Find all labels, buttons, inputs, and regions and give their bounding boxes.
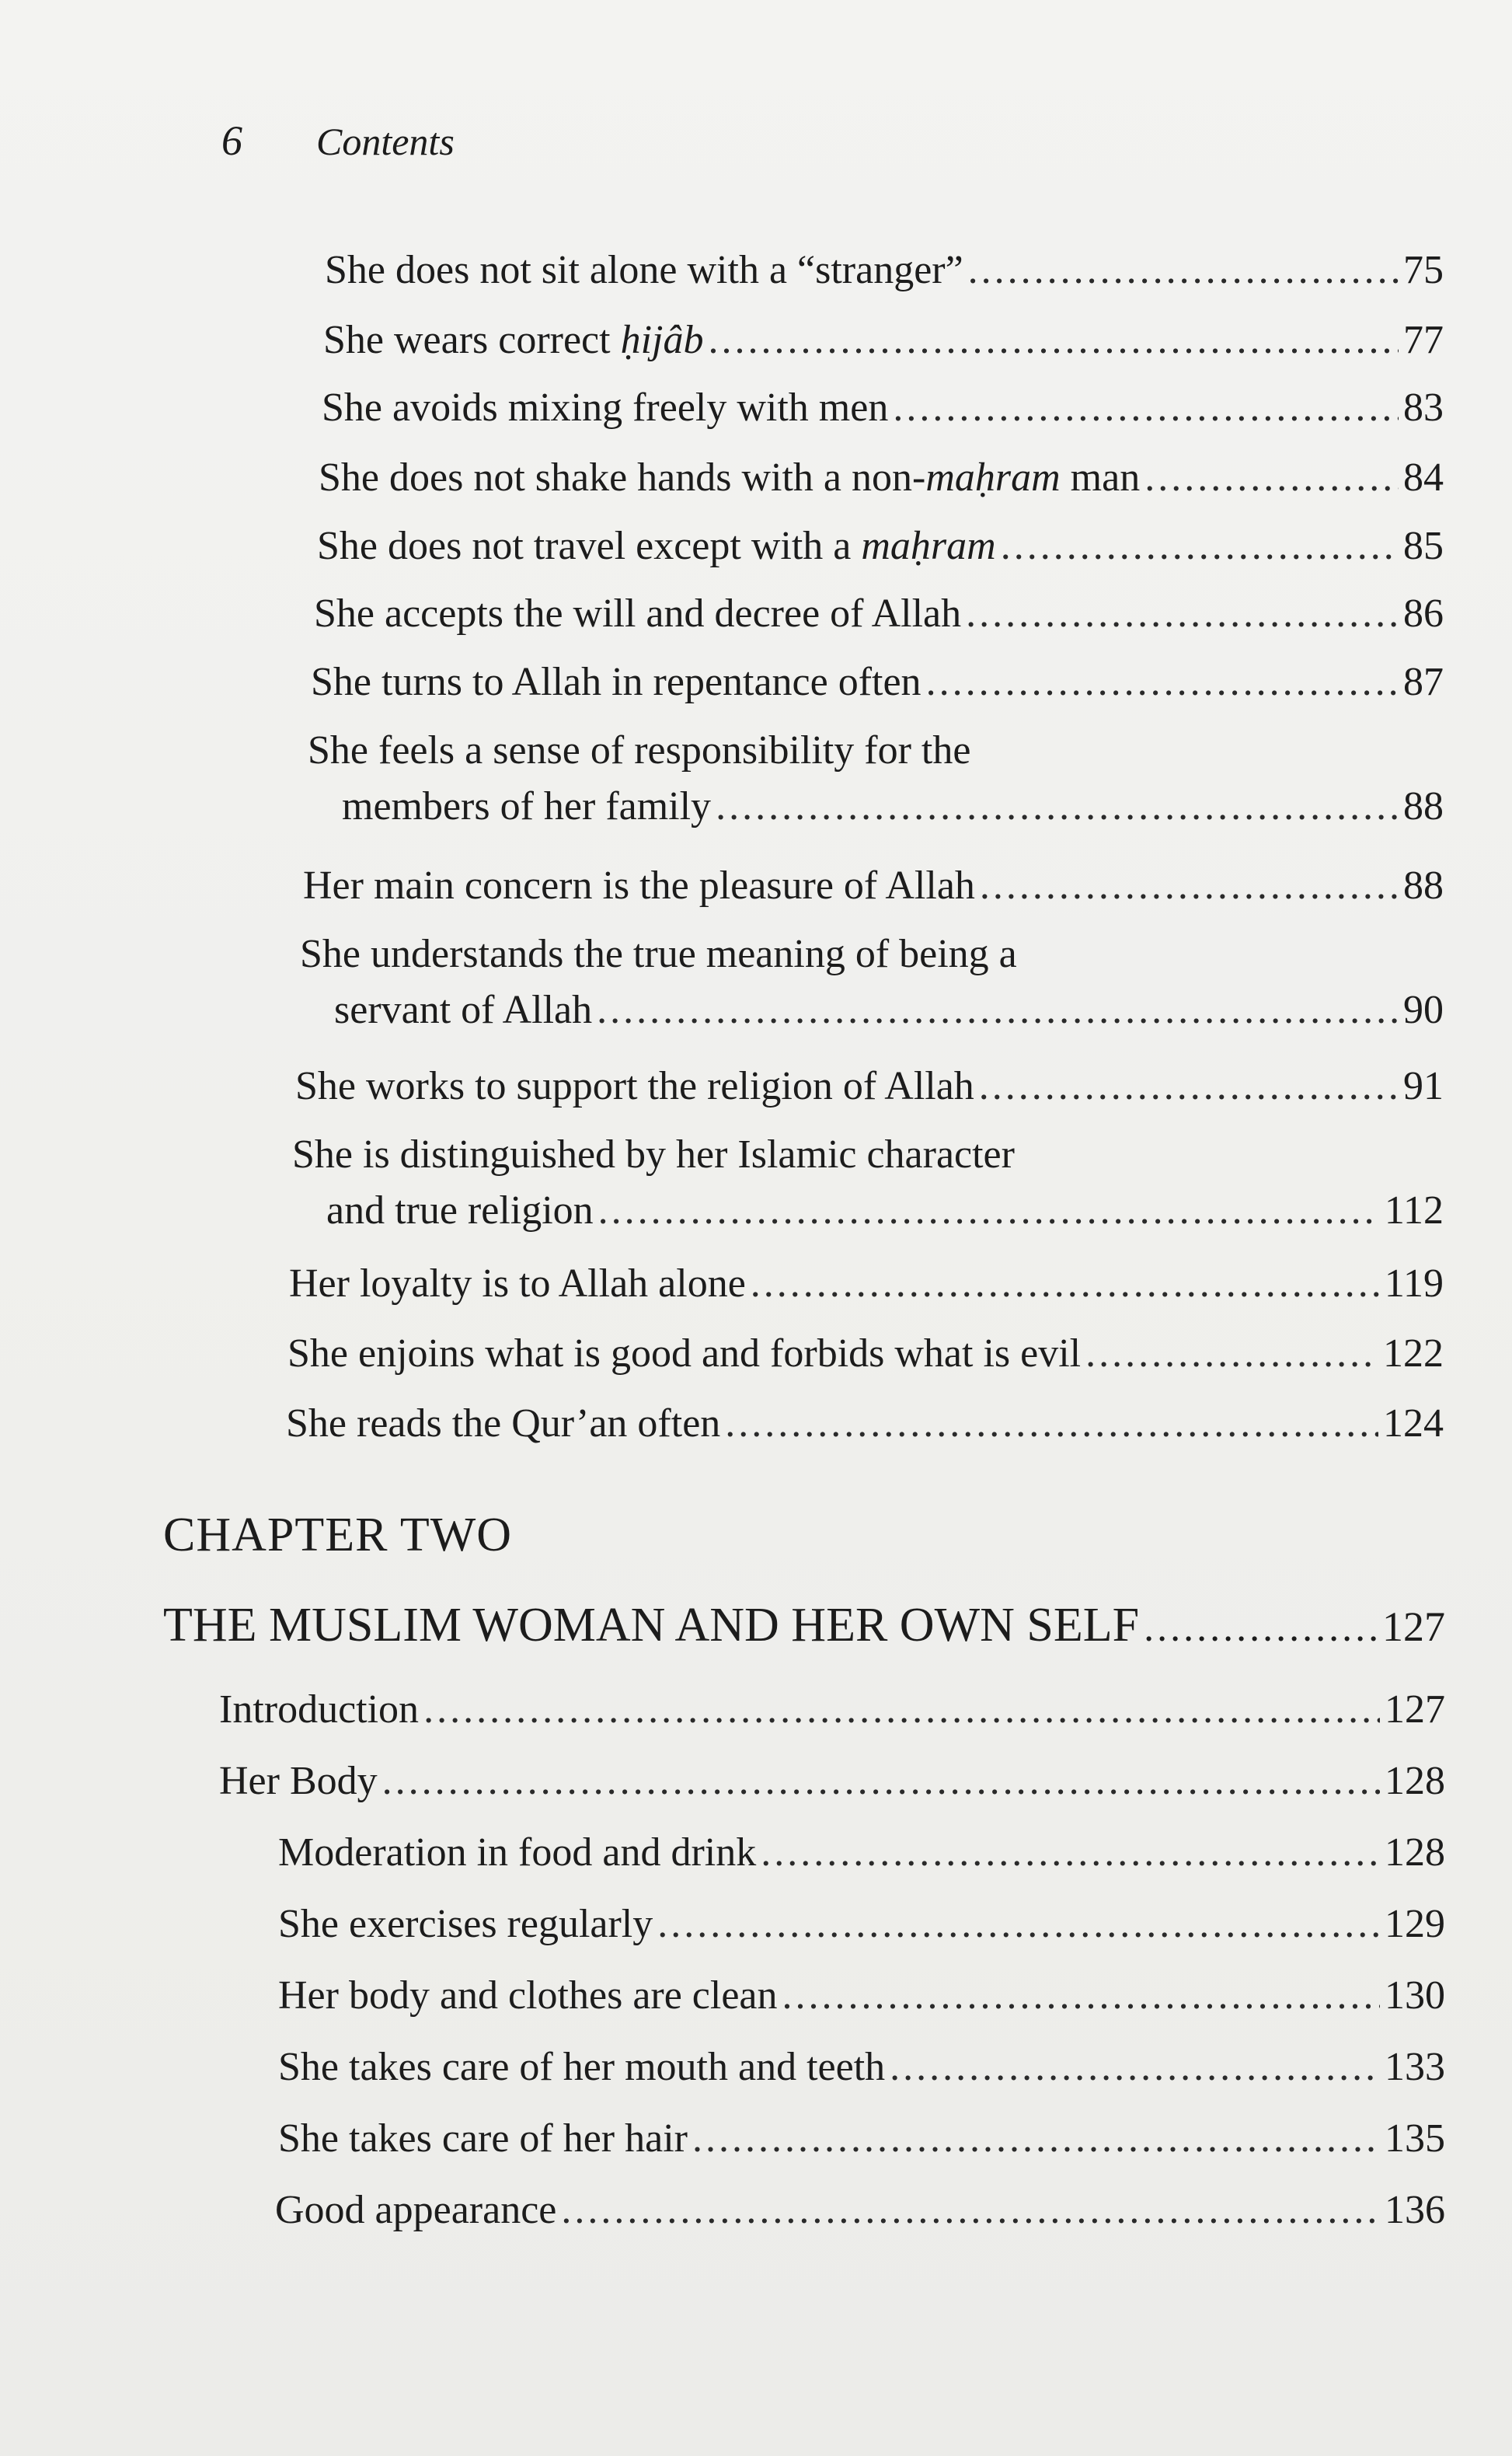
toc-entry-title: She does not shake hands with a non-maḥram man (319, 455, 1141, 500)
toc-entry-page: 133 (1385, 2045, 1445, 2089)
toc-entry-title: Introduction (219, 1687, 420, 1732)
toc-entry-title-line1: She is distinguished by her Islamic character (292, 1132, 1015, 1177)
toc-entry-title: Her Body (219, 1759, 378, 1803)
toc-entry-page: 88 (1403, 863, 1444, 908)
toc-entry-title: She accepts the will and decree of Allah (314, 591, 962, 636)
toc-entry (278, 1830, 1445, 1876)
toc-entry-title: members of her family (342, 784, 712, 829)
dot-leader (926, 659, 1399, 706)
toc-entry-title: She does not travel except with a maḥram (317, 524, 996, 568)
toc-entry-page: 87 (1403, 660, 1444, 704)
dot-leader (1085, 1331, 1378, 1377)
toc-entry-page: 86 (1403, 591, 1444, 636)
running-head-title: Contents (316, 120, 455, 163)
dot-leader (782, 1973, 1380, 2019)
toc-entry-title: Her main concern is the pleasure of Allah (303, 863, 975, 908)
toc-entry-page: 127 (1385, 1687, 1445, 1732)
toc-entry-title-line1: She feels a sense of responsibility for the (308, 728, 971, 773)
toc-entry-title: Moderation in food and drink (278, 1830, 757, 1875)
toc-entry (278, 2044, 1445, 2091)
toc-entry (325, 247, 1444, 294)
dot-leader (893, 385, 1399, 431)
toc-entry (287, 1331, 1444, 1377)
toc-entry-page: 128 (1385, 1830, 1445, 1875)
toc-entry-page: 83 (1403, 385, 1444, 430)
toc-entry-title: She enjoins what is good and forbids what is evil (287, 1331, 1082, 1376)
toc-entry (295, 1063, 1444, 1110)
dot-leader (980, 863, 1399, 909)
toc-entry (286, 1401, 1444, 1447)
toc-entry-title: She exercises regularly (278, 1902, 653, 1946)
toc-entry-title: Her body and clothes are clean (278, 1973, 778, 2018)
toc-entry (219, 1758, 1445, 1805)
toc-entry-title: She takes care of her mouth and teeth (278, 2045, 886, 2089)
toc-entry-title-line1: She understands the true meaning of being a (300, 932, 1017, 976)
dot-leader (597, 987, 1399, 1034)
toc-entry-title: She takes care of her hair (278, 2116, 688, 2161)
toc-entry (311, 659, 1444, 706)
dot-leader (725, 1401, 1378, 1447)
toc-entry-page: 91 (1403, 1064, 1444, 1108)
toc-entry (303, 863, 1444, 909)
toc-entry-title: Good appearance (275, 2188, 557, 2232)
toc-entry-title: Her loyalty is to Allah alone (289, 1261, 746, 1306)
dot-leader (382, 1758, 1380, 1805)
toc-entry-page: 128 (1385, 1759, 1445, 1803)
toc-entry (219, 1687, 1445, 1733)
chapter-label: CHAPTER TWO (163, 1509, 513, 1561)
dot-leader (966, 591, 1399, 637)
dot-leader (657, 1901, 1380, 1948)
dot-leader (1001, 523, 1399, 570)
toc-entry-page: 90 (1403, 988, 1444, 1032)
toc-entry-title: She works to support the religion of Allah (295, 1064, 974, 1108)
toc-entry-title: She does not sit alone with a “stranger” (325, 248, 963, 292)
toc-entry-page: 124 (1383, 1401, 1444, 1446)
dot-leader (1144, 1605, 1378, 1651)
toc-entry-page: 88 (1403, 784, 1444, 829)
toc-entry-page: 84 (1403, 455, 1444, 500)
dot-leader (1144, 455, 1399, 501)
toc-entry-title: She avoids mixing freely with men (322, 385, 889, 430)
toc-entry (278, 2116, 1445, 2162)
toc-entry (322, 385, 1444, 431)
toc-entry (317, 523, 1444, 570)
toc-entry-page: 112 (1384, 1188, 1444, 1233)
toc-entry-title: and true religion (326, 1188, 594, 1233)
toc-entry (319, 455, 1444, 501)
toc-entry (314, 591, 1444, 637)
toc-entry-page: 129 (1385, 1902, 1445, 1946)
toc-entry-page: 122 (1383, 1331, 1444, 1376)
dot-leader (716, 783, 1399, 830)
dot-leader (761, 1830, 1380, 1876)
dot-leader (692, 2116, 1380, 2162)
toc-entry (278, 1973, 1445, 2019)
toc-entry-title: She wears correct ḥijâb (323, 318, 704, 362)
dot-leader (423, 1687, 1380, 1733)
toc-entry-page: 130 (1385, 1973, 1445, 2018)
toc-entry (275, 2187, 1445, 2234)
toc-entry (308, 727, 1444, 830)
toc-entry (292, 1132, 1444, 1234)
toc-entry-title: She reads the Qur’an often (286, 1401, 721, 1446)
dot-leader (598, 1188, 1380, 1234)
toc-entry-title: She turns to Allah in repentance often (311, 660, 921, 704)
chapter-title-text: THE MUSLIM WOMAN AND HER OWN SELF (163, 1599, 1140, 1652)
toc-entry-page: 135 (1385, 2116, 1445, 2161)
toc-entry-page: 136 (1385, 2188, 1445, 2232)
dot-leader (890, 2044, 1380, 2091)
dot-leader (968, 247, 1399, 294)
dot-leader (561, 2187, 1380, 2234)
toc-entry (323, 317, 1444, 364)
toc-entry (300, 931, 1444, 1034)
toc-entry-page: 85 (1403, 524, 1444, 568)
toc-entry-page: 119 (1384, 1261, 1444, 1306)
dot-leader (979, 1063, 1399, 1110)
toc-entry-page: 75 (1403, 248, 1444, 292)
dot-leader (709, 317, 1399, 364)
toc-entry-title: servant of Allah (334, 988, 593, 1032)
dot-leader (751, 1261, 1380, 1307)
toc-entry (289, 1261, 1444, 1307)
toc-entry-page: 77 (1403, 318, 1444, 362)
page-number: 6 (221, 117, 242, 164)
chapter-page: 127 (1382, 1603, 1445, 1650)
chapter-title (163, 1598, 1445, 1653)
toc-entry (278, 1901, 1445, 1948)
